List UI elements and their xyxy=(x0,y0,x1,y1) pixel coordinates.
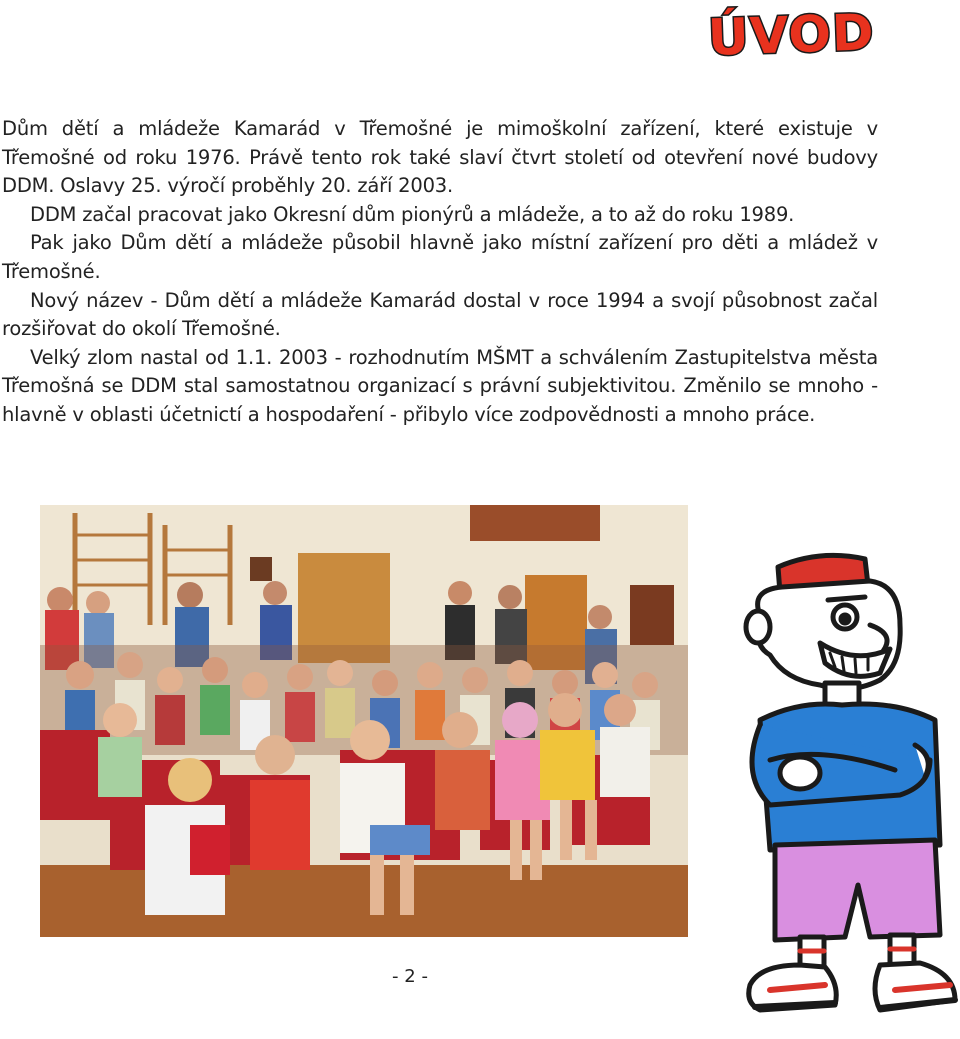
page-number: - 2 - xyxy=(392,966,428,987)
paragraph-3: Pak jako Dům dětí a mládeže působil hlavně jako místní zařízení pro děti a mládež v Třemošné. xyxy=(2,231,878,283)
cartoon-boy-illustration xyxy=(730,545,960,1035)
audience-photo xyxy=(40,505,688,937)
paragraph-5: Velký zlom nastal od 1.1. 2003 - rozhodnutím MŠMT a schválením Zastupitelstva města Třemošná se DDM stal samostatnou organizací s právní subjektivitou. Změnilo se mnoho - hlavně v oblasti účetnictí a hospodaření - přibylo více zodpovědnosti a mnoho práce. xyxy=(2,345,878,426)
paragraph-4: Nový název - Dům dětí a mládeže Kamarád dostal v roce 1994 a svojí působnost začal rozšiřovat do okolí Třemošné. xyxy=(2,288,878,341)
page-title: ÚVOD xyxy=(706,3,875,67)
paragraph-2: DDM začal pracovat jako Okresní dům pionýrů a mládeže, a to až do roku 1989. xyxy=(30,202,795,226)
paragraph-1: Dům dětí a mládeže Kamarád v Třemošné je mimoškolní zařízení, které existuje v Třemošné od roku 1976. Právě tento rok také slaví čtvrt století od otevření nové budovy DDM. Oslavy 25. výročí proběhly 20. září 2003. xyxy=(2,117,878,198)
intro-text xyxy=(2,115,878,430)
